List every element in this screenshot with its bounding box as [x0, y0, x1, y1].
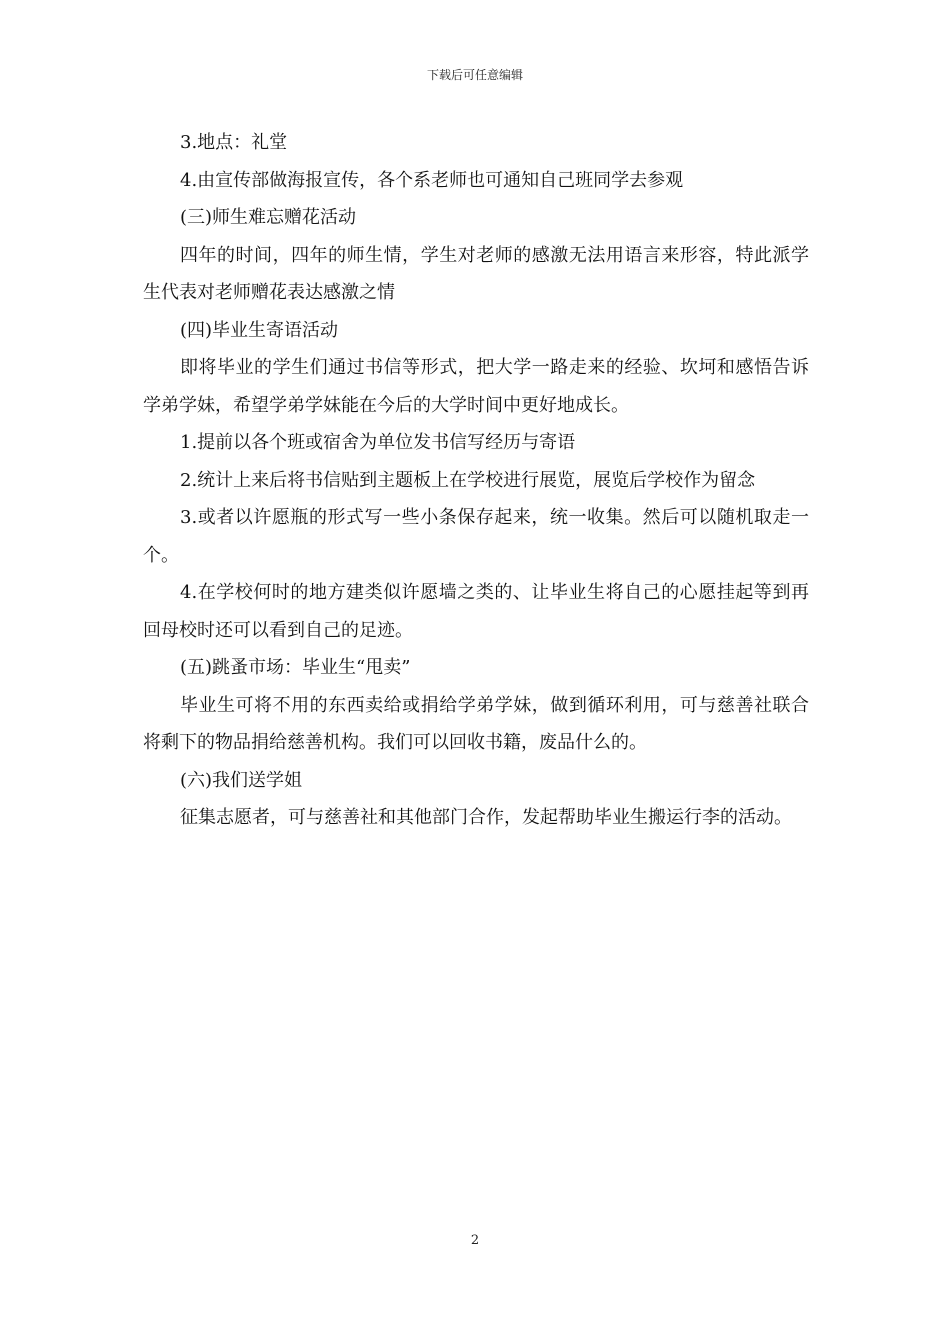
section-heading-send-off: (六)我们送学姐 [180, 769, 303, 791]
document-body [143, 124, 809, 837]
list-item-wish-wall: 4.在学校何时的地方建类似许愿墙之类的、让毕业生将自己的心愿挂起等到再回母校时还可以看到自己的足迹。 [143, 582, 809, 641]
page-number: 2 [470, 1233, 480, 1248]
page-header: 下载后可任意编辑 [426, 68, 523, 82]
section-heading-flower-gifting: (三)师生难忘赠花活动 [180, 207, 357, 228]
paragraph-venue: 3.地点：礼堂 [180, 132, 288, 153]
paragraph-send-off: 征集志愿者，可与慈善社和其他部门合作，发起帮助毕业生搬运行李的活动。 [180, 807, 792, 828]
paragraph-flea-market: 毕业生可将不用的东西卖给或捐给学弟学妹，做到循环利用，可与慈善社联合将剩下的物品捐给慈善机构。我们可以回收书籍，废品什么的。 [143, 694, 809, 753]
section-heading-flea-market: (五)跳蚤市场：毕业生“甩卖” [180, 657, 411, 678]
list-item-letters: 1.提前以各个班或宿舍为单位发书信写经历与寄语 [180, 432, 576, 453]
section-heading-graduate-messages: (四)毕业生寄语活动 [180, 319, 339, 341]
paragraph-flower-gifting: 四年的时间，四年的师生情，学生对老师的感激无法用语言来形容，特此派学生代表对老师赠花表达感激之情 [143, 244, 809, 303]
paragraph-graduate-messages: 即将毕业的学生们通过书信等形式，把大学一路走来的经验、坎坷和感悟告诉学弟学妹，希望学弟学妹能在今后的大学时间中更好地成长。 [143, 357, 809, 416]
list-item-exhibition: 2.统计上来后将书信贴到主题板上在学校进行展览，展览后学校作为留念 [180, 469, 756, 491]
list-item-wish-bottle: 3.或者以许愿瓶的形式写一些小条保存起来，统一收集。然后可以随机取走一个。 [143, 507, 809, 566]
paragraph-poster-publicity: 4.由宣传部做海报宣传，各个系老师也可通知自己班同学去参观 [180, 169, 684, 191]
